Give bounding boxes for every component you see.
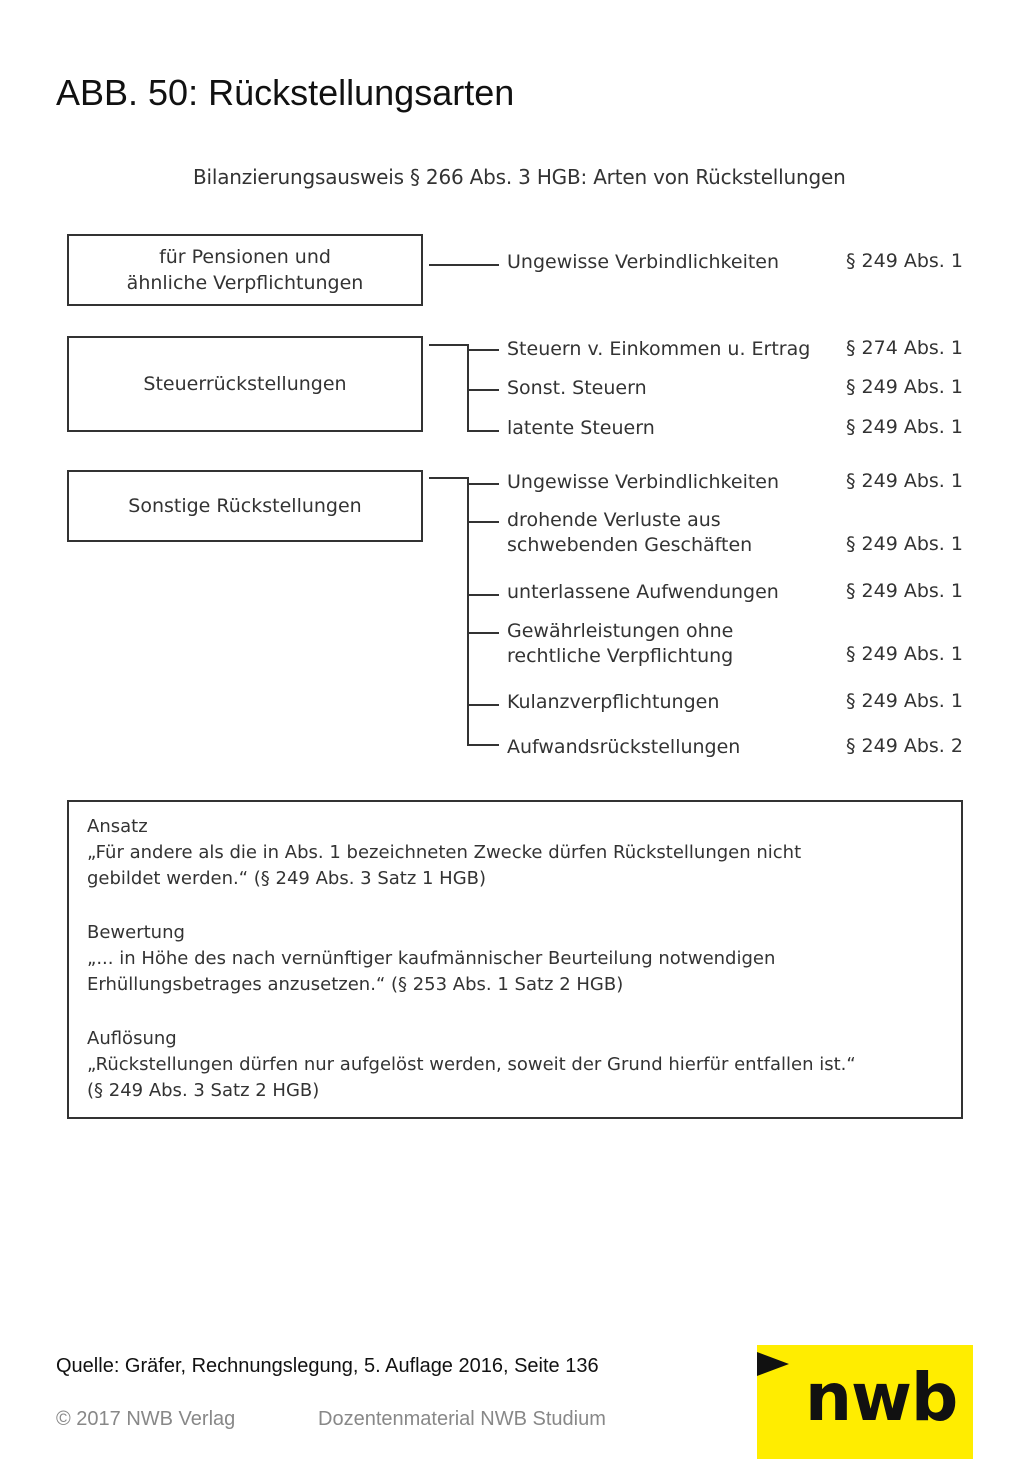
info-section-bewertung — [87, 920, 943, 998]
item-label: unterlassene Aufwendungen — [507, 581, 779, 603]
info-heading: Ansatz — [87, 816, 148, 837]
footer-copyright: © 2017 NWB Verlag — [56, 1408, 236, 1430]
nwb-logo — [757, 1345, 973, 1459]
item-label — [507, 508, 752, 558]
item-label — [507, 619, 733, 669]
item-reference: § 249 Abs. 1 — [846, 690, 963, 712]
branch-line — [467, 704, 499, 706]
info-text-line: „... in Höhe des nach vernünftiger kaufmännischer Beurteilung notwendigen — [87, 948, 776, 969]
info-text-line: Erhüllungsbetrages anzusetzen.“ (§ 253 Abs. 1 Satz 2 HGB) — [87, 974, 624, 995]
bracket-line — [467, 344, 469, 432]
item-reference: § 249 Abs. 2 — [846, 735, 963, 757]
item-reference: § 249 Abs. 1 — [846, 470, 963, 492]
branch-line — [467, 349, 499, 351]
page-title: ABB. 50: Rückstellungsarten — [56, 72, 515, 113]
item-reference: § 249 Abs. 1 — [846, 250, 963, 272]
info-box — [67, 800, 963, 1119]
item-label: Aufwandsrückstellungen — [507, 736, 741, 758]
item-label-line: rechtliche Verpflichtung — [507, 645, 734, 667]
category-box-steuerrueckstellungen — [67, 336, 423, 432]
category-label-line: Steuerrückstellungen — [143, 373, 347, 395]
info-section-aufloesung — [87, 1026, 943, 1104]
info-text-line: (§ 249 Abs. 3 Satz 2 HGB) — [87, 1080, 320, 1101]
item-label: latente Steuern — [507, 417, 655, 439]
info-text-line: „Für andere als die in Abs. 1 bezeichneten Zwecke dürfen Rückstellungen nicht — [87, 842, 802, 863]
branch-line — [467, 389, 499, 391]
play-arrow-icon — [757, 1352, 789, 1376]
branch-line — [467, 594, 499, 596]
item-label: Sonst. Steuern — [507, 377, 647, 399]
category-label-line: ähnliche Verpflichtungen — [126, 272, 364, 294]
source-citation: Quelle: Gräfer, Rechnungslegung, 5. Auflage 2016, Seite 136 — [56, 1355, 599, 1377]
connector-line — [429, 477, 469, 479]
item-label-line: schwebenden Geschäften — [507, 534, 753, 556]
item-reference: § 249 Abs. 1 — [846, 376, 963, 398]
item-reference: § 249 Abs. 1 — [846, 580, 963, 602]
branch-line — [467, 744, 499, 746]
item-reference: § 249 Abs. 1 — [846, 416, 963, 438]
branch-line — [467, 521, 499, 523]
footer-label: Dozentenmaterial NWB Studium — [318, 1408, 606, 1430]
info-text-line: „Rückstellungen dürfen nur aufgelöst werden, soweit der Grund hierfür entfallen ist.“ — [87, 1054, 856, 1075]
info-text-line: gebildet werden.“ (§ 249 Abs. 3 Satz 1 HGB) — [87, 868, 487, 889]
branch-line — [467, 483, 499, 485]
item-label: Ungewisse Verbindlichkeiten — [507, 251, 780, 273]
item-label-line: drohende Verluste aus — [507, 509, 721, 531]
item-reference: § 274 Abs. 1 — [846, 337, 963, 359]
category-label-line: für Pensionen und — [159, 246, 331, 268]
item-reference: § 249 Abs. 1 — [846, 643, 963, 665]
item-label-line: Gewährleistungen ohne — [507, 620, 734, 642]
item-reference: § 249 Abs. 1 — [846, 533, 963, 555]
connector-line — [429, 264, 499, 266]
item-label: Steuern v. Einkommen u. Ertrag — [507, 338, 811, 360]
info-heading: Auflösung — [87, 1028, 177, 1049]
category-label-line: Sonstige Rückstellungen — [128, 495, 362, 517]
info-heading: Bewertung — [87, 922, 185, 943]
category-box-sonstige — [67, 470, 423, 542]
info-section-ansatz — [87, 814, 943, 892]
item-label: Ungewisse Verbindlichkeiten — [507, 471, 780, 493]
branch-line — [467, 430, 499, 432]
branch-line — [467, 632, 499, 634]
connector-line — [429, 344, 469, 346]
item-label: Kulanzverpflichtungen — [507, 691, 720, 713]
category-box-pensionen — [67, 234, 423, 306]
diagram-heading: Bilanzierungsausweis § 266 Abs. 3 HGB: Arten von Rückstellungen — [193, 165, 846, 189]
logo-text: nwb — [805, 1359, 958, 1436]
